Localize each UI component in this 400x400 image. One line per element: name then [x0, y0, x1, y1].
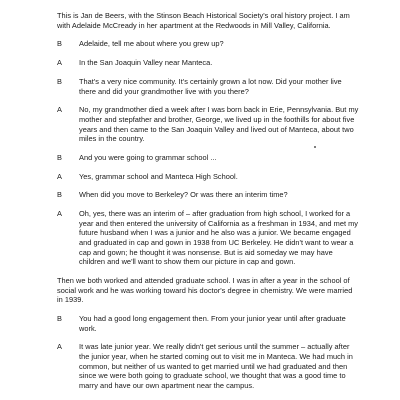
paragraph-text: You had a good long engagement then. From your junior year until after graduate work. — [79, 313, 346, 333]
narrative-paragraph — [57, 276, 360, 305]
speaker-label: B — [57, 152, 62, 162]
paragraph-text: And you were going to grammar school ... — [79, 152, 217, 162]
speaker-label: B — [57, 313, 62, 323]
paragraph-text: Oh, yes, there was an interim of – after graduation from high school, I worked for a year and then entered the university of California as a freshman in 1934, and met my future husband when I was a junior and he also was a junior. We became engaged and graduated in cap and gown in 1938 from UC Berkeley. He didn't want to wear a cap and gown; he thought it was nonsense. But is aid someday we may have children and we'll want to show them our picture in cap and gown. — [79, 209, 358, 267]
paragraph-text: In the San Joaquin Valley near Manteca. — [79, 58, 213, 68]
speaker-label: A — [57, 58, 62, 68]
qa-paragraph-10 — [57, 314, 360, 333]
paragraph-text: It was late junior year. We really didn't get serious until the summer – actually after the junior year, when he started coming out to visit me in Manteca. We had much in common, but neither of us wanted to get married until we had graduated and then since we were both going to graduate school, we thought that was a good time to marry and have our own apartment near the campus. — [79, 342, 353, 390]
speaker-label: A — [57, 105, 62, 115]
qa-paragraph-6 — [57, 172, 360, 182]
qa-paragraph-3 — [57, 77, 360, 96]
qa-paragraph-11 — [57, 342, 360, 390]
paragraph-text: Yes, grammar school and Manteca High School. — [79, 171, 238, 181]
paragraph-text: Adelaide, tell me about where you grew up? — [79, 39, 224, 49]
speaker-label: B — [57, 39, 62, 49]
qa-paragraph-4 — [57, 105, 360, 143]
qa-paragraph-7 — [57, 190, 360, 200]
intro-paragraph — [57, 11, 360, 30]
speaker-label: B — [57, 76, 62, 86]
speaker-label: A — [57, 342, 62, 352]
paragraph-text: When did you move to Berkeley? Or was there an interim time? — [79, 190, 288, 200]
speaker-label: A — [57, 209, 62, 219]
qa-paragraph-5 — [57, 153, 360, 163]
paragraph-text: This is Jan de Beers, with the Stinson Beach Historical Society's oral history project. I am with Adelaide McCready in her apartment at the Redwoods in Mill Valley, California. — [57, 11, 350, 30]
qa-paragraph-8 — [57, 209, 360, 267]
qa-paragraph-1 — [57, 39, 360, 49]
paragraph-text: No, my grandmother died a week after I was born back in Erie, Pennsylvania. But my mother and stepfather and brother, George, we lived up in the foothills for about five years and then came to the San Joaquin Valley and lived out of Manteca, about two miles in the country. — [79, 105, 359, 144]
paragraph-text: Then we both worked and attended graduate school. I was in after a year in the school of social work and he was working toward his doctor's degree in chemistry. We were married in 1939. — [57, 275, 353, 305]
paragraph-text: That's a very nice community. It's certainly grown a lot now. Did your mother live there and did your grandmother live with you there? — [79, 76, 342, 96]
qa-paragraph-2 — [57, 58, 360, 68]
scan-speck — [314, 146, 316, 148]
speaker-label: B — [57, 190, 62, 200]
speaker-label: A — [57, 171, 62, 181]
